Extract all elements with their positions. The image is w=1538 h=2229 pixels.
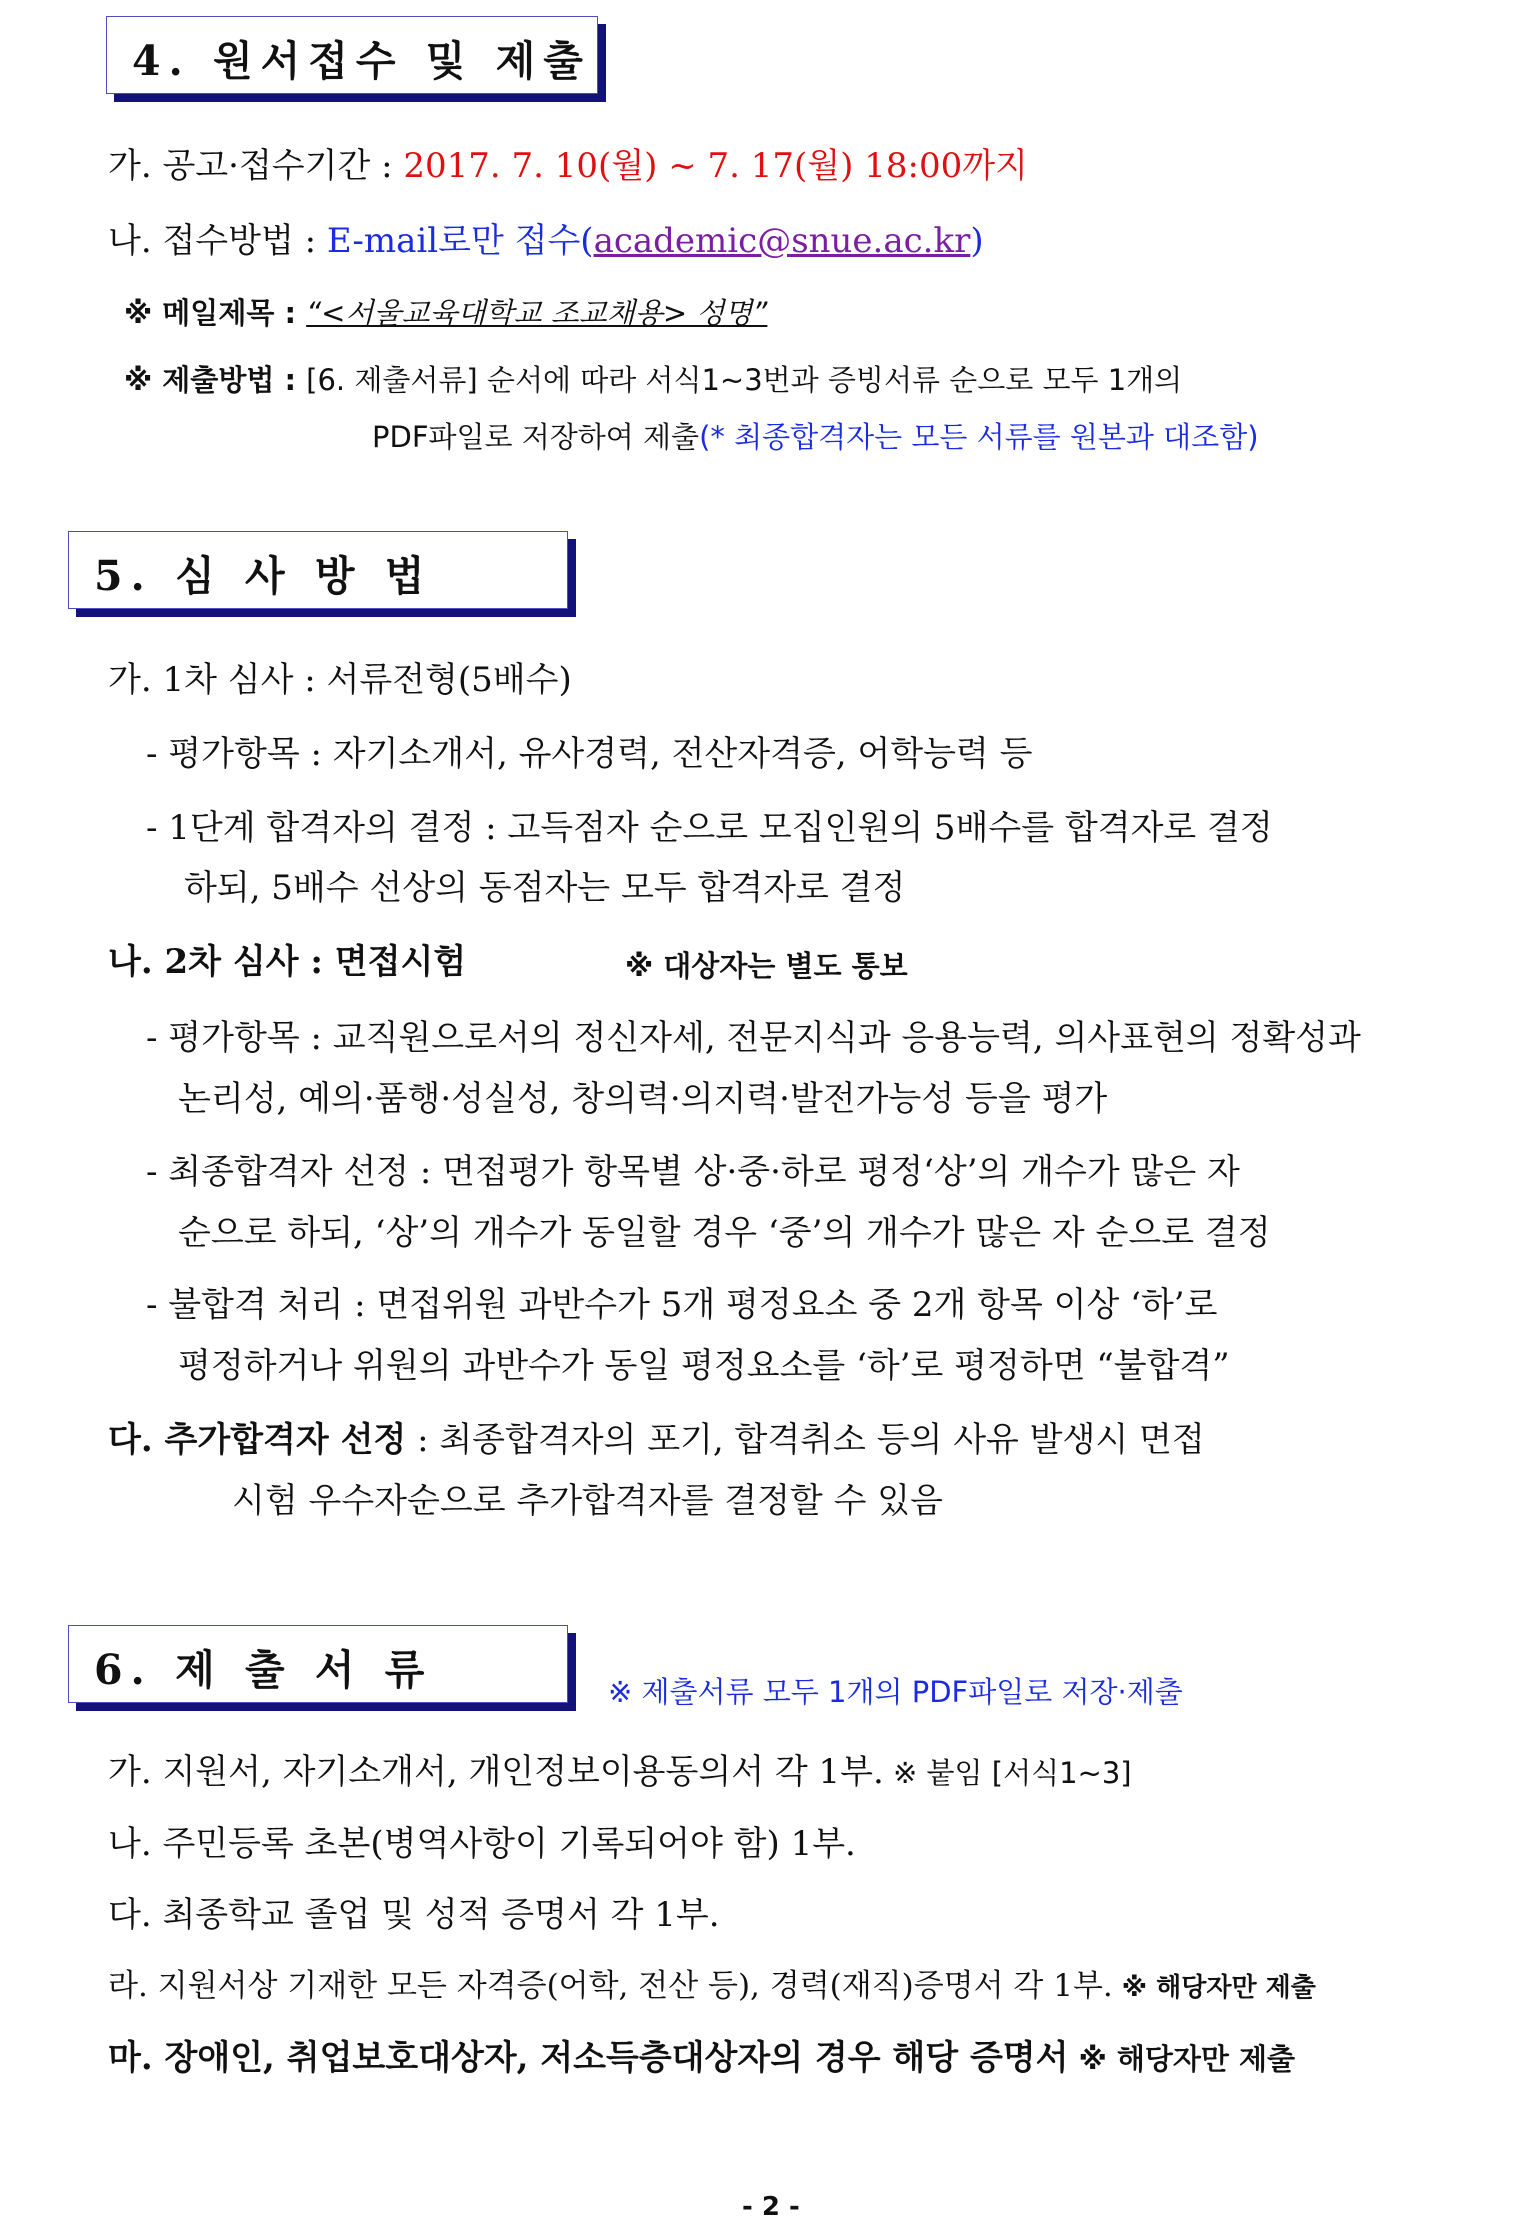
sec5-ga-item1: - 평가항목 : 자기소개서, 유사경력, 전산자격증, 어학능력 등 [146, 734, 1033, 774]
section-4-header [106, 16, 598, 94]
page-number: - 2 - [742, 2192, 800, 2222]
sec6-note: ※ 제출서류 모두 1개의 PDF파일로 저장·제출 [608, 1675, 1183, 1709]
sec4-method-line1: ※ 제출방법 : [6. 제출서류] 순서에 따라 서식1~3번과 증빙서류 순으로 모두 1개의 [124, 363, 1183, 397]
sec6-ra: 라. 지원서상 기재한 모든 자격증(어학, 전산 등), 경력(재직)증명서 각 1부. ※ 해당자만 제출 [108, 1968, 1316, 2004]
sec5-na-note: ※ 대상자는 별도 통보 [625, 949, 908, 983]
sec5-na: 나. 2차 심사 : 면접시험 [108, 942, 467, 982]
email-link[interactable]: academic@snue.ac.kr [593, 221, 971, 261]
sec4-ga: 가. 공고·접수기간 : 2017. 7. 10(월) ~ 7. 17(월) 18:00까지 [108, 146, 1028, 186]
sec5-na-item3-line2: 평정하거나 위원의 과반수가 동일 평정요소를 ‘하’로 평정하면 “불합격” [178, 1346, 1230, 1386]
section-5-title: 5. 심 사 방 법 [94, 552, 433, 600]
sec4-na: 나. 접수방법 : E-mail로만 접수(academic@snue.ac.kr) [108, 221, 984, 261]
sec6-ma: 마. 장애인, 취업보호대상자, 저소득층대상자의 경우 해당 증명서 ※ 해당자만 제출 [108, 2038, 1296, 2078]
section-5-header [68, 531, 568, 609]
sec5-ga-item2-line2: 하되, 5배수 선상의 동점자는 모두 합격자로 결정 [184, 868, 906, 908]
sec4-method-line2: PDF파일로 저장하여 제출(* 최종합격자는 모든 서류를 원본과 대조함) [372, 420, 1259, 454]
section-6-title: 6. 제 출 서 류 [94, 1646, 433, 1694]
sec5-na-item1-line2: 논리성, 예의·품행·성실성, 창의력·의지력·발전가능성 등을 평가 [178, 1079, 1108, 1119]
section-6-header [68, 1625, 568, 1703]
sec4-mail-title: ※ 메일제목 : “<서울교육대학교 조교채용> 성명” [124, 296, 768, 330]
sec6-ga: 가. 지원서, 자기소개서, 개인정보이용동의서 각 1부. ※ 붙임 [서식1~3] [108, 1752, 1132, 1792]
sec5-ga: 가. 1차 심사 : 서류전형(5배수) [108, 660, 572, 700]
sec5-na-item2-line1: - 최종합격자 선정 : 면접평가 항목별 상·중·하로 평정‘상’의 개수가 많은 자 [146, 1152, 1240, 1192]
sec5-na-item3-line1: - 불합격 처리 : 면접위원 과반수가 5개 평정요소 중 2개 항목 이상 ‘하’로 [146, 1285, 1218, 1325]
sec5-da-line1: 다. 추가합격자 선정 : 최종합격자의 포기, 합격취소 등의 사유 발생시 면접 [108, 1420, 1205, 1460]
sec5-da-line2: 시험 우수자순으로 추가합격자를 결정할 수 있음 [232, 1481, 943, 1521]
sec5-na-item1-line1: - 평가항목 : 교직원으로서의 정신자세, 전문지식과 응용능력, 의사표현의 정확성과 [146, 1018, 1361, 1058]
sec6-da: 다. 최종학교 졸업 및 성적 증명서 각 1부. [108, 1895, 720, 1935]
section-4-title: 4. 원서접수 및 제출 [132, 37, 591, 85]
sec5-na-item2-line2: 순으로 하되, ‘상’의 개수가 동일할 경우 ‘중’의 개수가 많은 자 순으로 결정 [178, 1213, 1271, 1253]
sec6-na: 나. 주민등록 초본(병역사항이 기록되어야 함) 1부. [108, 1824, 856, 1864]
sec5-ga-item2-line1: - 1단계 합격자의 결정 : 고득점자 순으로 모집인원의 5배수를 합격자로 결정 [146, 808, 1273, 848]
